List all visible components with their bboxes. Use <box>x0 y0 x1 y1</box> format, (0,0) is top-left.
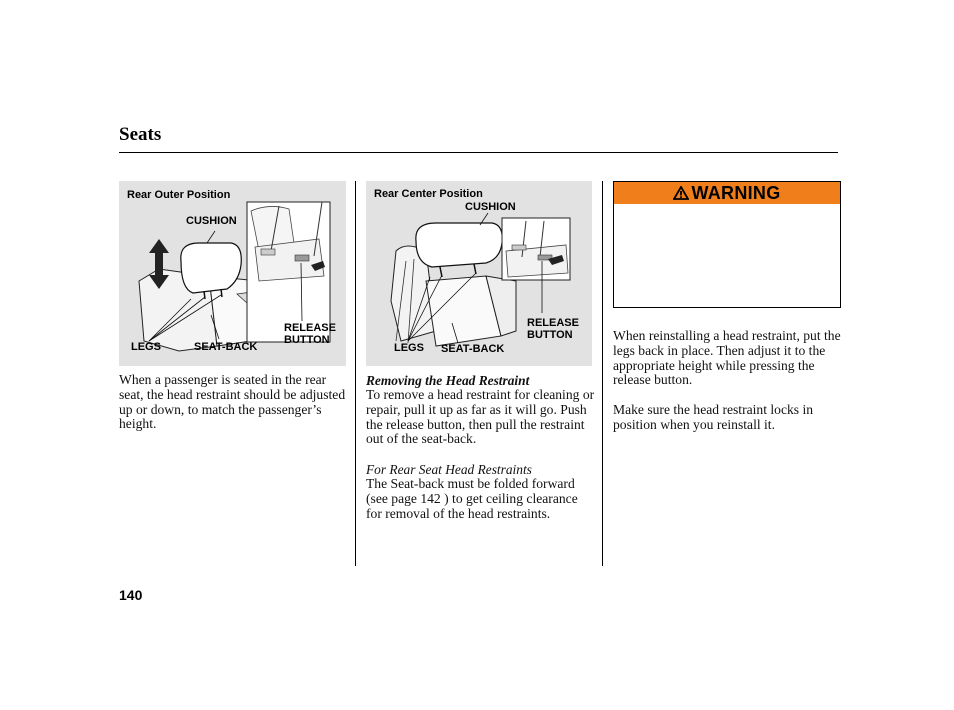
col2-paragraph-1: To remove a head restraint for cleaning or repair, pull it up as far as it will go. Push the release button, then pull the restraint out of the seat-back. <box>366 387 595 447</box>
column-1-text <box>119 373 349 432</box>
column-2-text <box>366 373 596 522</box>
figure-caption-outer: Rear Outer Position <box>127 189 231 201</box>
column-divider-1 <box>355 181 356 566</box>
callout-cushion-center: CUSHION <box>465 201 516 213</box>
callout-cushion-outer: CUSHION <box>186 215 237 227</box>
page-number: 140 <box>119 587 143 603</box>
warning-box <box>613 181 841 308</box>
callout-release-line2: BUTTON <box>284 334 330 346</box>
subhead-removing: Removing the Head Restraint <box>366 373 530 388</box>
callout-release-center <box>527 317 579 341</box>
warning-label: WARNING <box>691 182 781 203</box>
callout-legs-outer: LEGS <box>131 341 161 353</box>
callout-legs-center: LEGS <box>394 342 424 354</box>
callout-release-line2: BUTTON <box>527 329 573 341</box>
column-3-text <box>613 329 841 433</box>
figure-caption-center: Rear Center Position <box>374 188 483 200</box>
col3-paragraph-2: Make sure the head restraint locks in position when you reinstall it. <box>613 402 814 432</box>
col2-paragraph-2: The Seat-back must be folded forward (see page 142 ) to get ceiling clearance for removal of the head restraints. <box>366 476 578 521</box>
callout-release-line1: RELEASE <box>284 322 336 334</box>
warning-bar <box>614 182 840 204</box>
callout-seatback-center: SEAT-BACK <box>441 343 505 355</box>
heading-rule <box>119 152 838 153</box>
column-divider-2 <box>602 181 603 566</box>
page-title: Seats <box>119 124 162 145</box>
col3-paragraph-1: When reinstalling a head restraint, put the legs back in place. Then adjust it to the appropriate height while pressing the release button. <box>613 328 841 388</box>
callout-seatback-outer: SEAT-BACK <box>194 341 258 353</box>
callout-release-outer <box>284 322 336 346</box>
warning-triangle-icon <box>673 186 689 200</box>
subhead-rear-seat: For Rear Seat Head Restraints <box>366 462 532 478</box>
col1-paragraph: When a passenger is seated in the rear seat, the head restraint should be adjusted up or down, to match the passenger’s height. <box>119 372 346 432</box>
callout-release-line1: RELEASE <box>527 317 579 329</box>
